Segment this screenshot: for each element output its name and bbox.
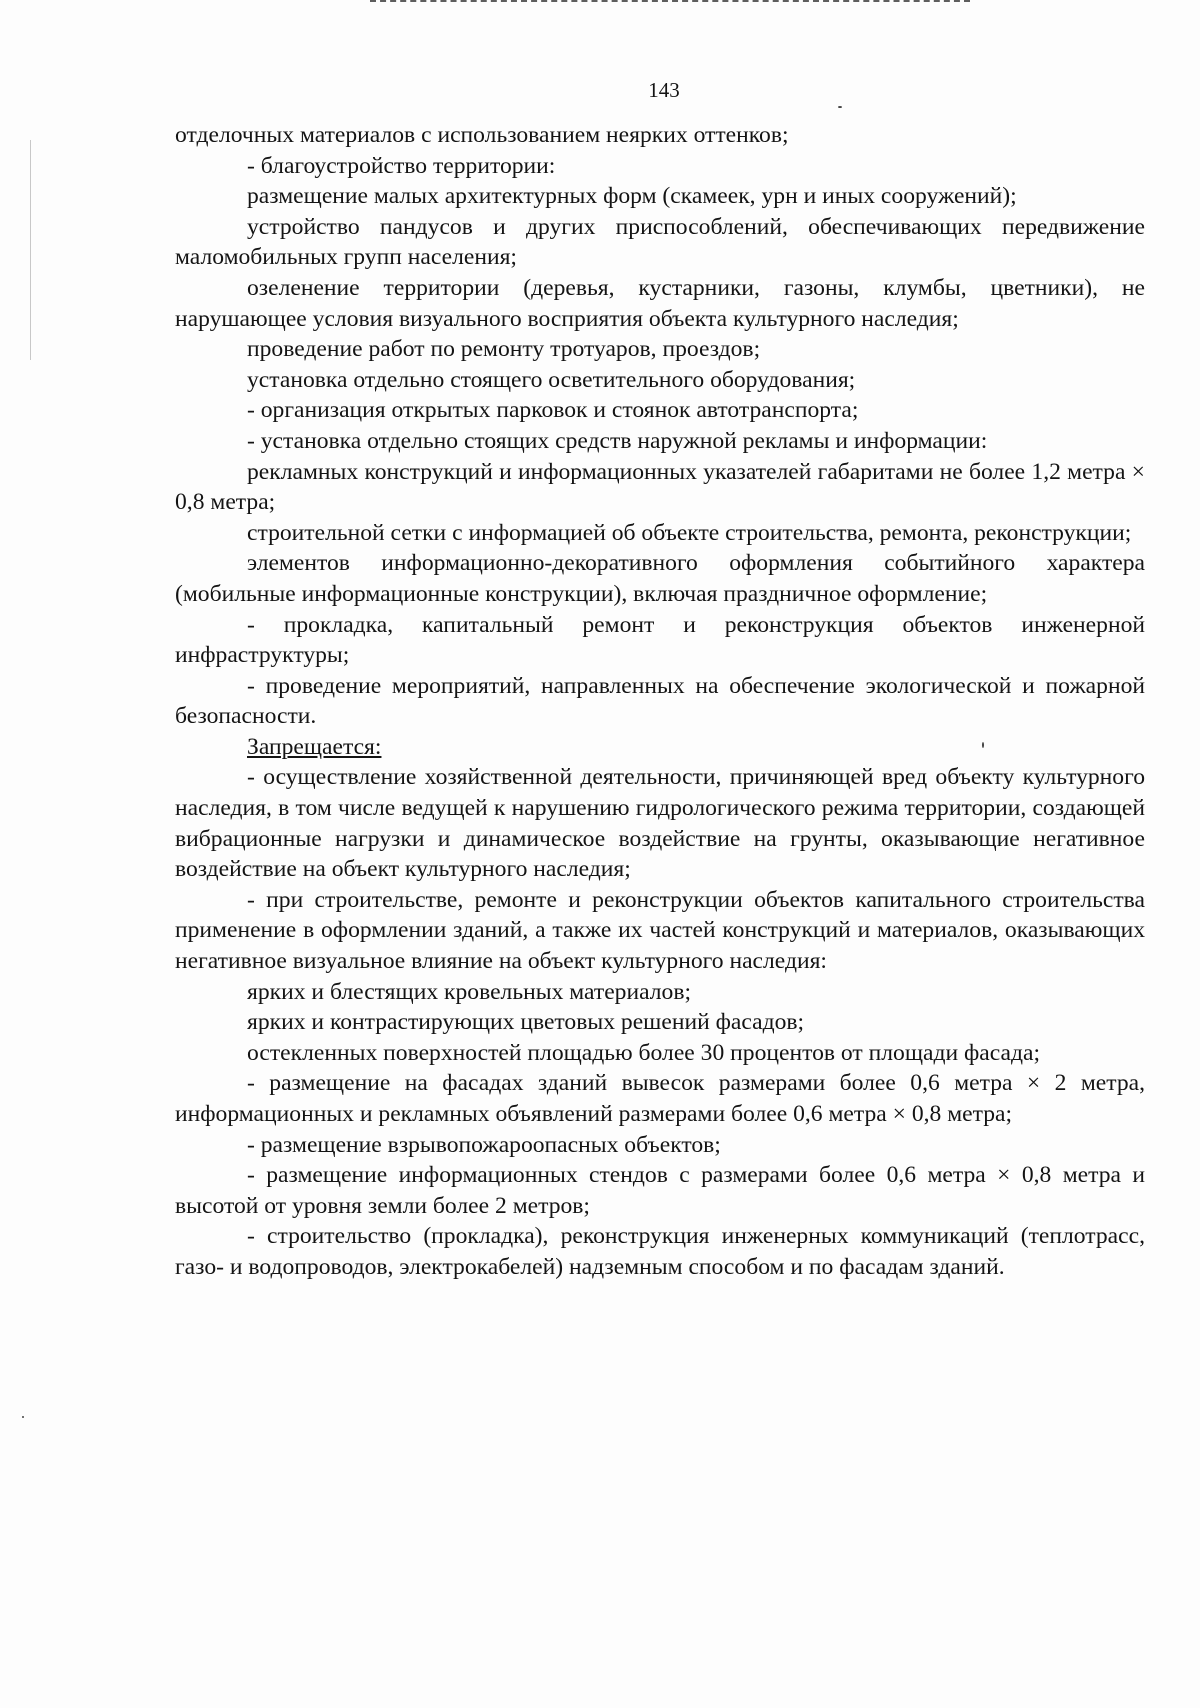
paragraph: размещение малых архитектурных форм (скамеек, урн и иных сооружений); [247, 183, 1017, 210]
section-heading-prohibited [175, 732, 1145, 763]
scan-speck [838, 106, 842, 108]
prohibited-label: Запрещается: [247, 733, 382, 760]
paragraph: - прокладка, капитальный ремонт и реконструкция объектов инженерной инфраструктуры; [175, 611, 1145, 669]
paragraph: элементов информационно-декоративного оформления событийного характера (мобильные информационные конструкции), включая праздничное оформление; [175, 550, 1145, 607]
paragraph: - размещение взрывопожароопасных объектов; [247, 1131, 721, 1158]
page-number: 143 [648, 78, 680, 102]
paragraph: устройство пандусов и других приспособлений, обеспечивающих передвижение маломобильных групп населения; [175, 213, 1145, 271]
scan-speck [22, 1416, 24, 1418]
paragraph: проведение работ по ремонту тротуаров, проездов; [247, 336, 761, 363]
paragraph: остекленных поверхностей площадью более 30 процентов от площади фасада; [247, 1039, 1041, 1066]
paragraph: - при строительстве, ремонте и реконструкции объектов капитального строительства применение в оформлении зданий, а также их частей конструкций и материалов, оказывающих негативное визуальное влияние на объект культурного наследия: [175, 886, 1145, 975]
paragraph: - организация открытых парковок и стоянок автотранспорта; [247, 397, 859, 424]
paragraph: - осуществление хозяйственной деятельности, причиняющей вред объекту культурного наследия, в том числе ведущей к нарушению гидрологического режима территории, создающей вибрационные нагрузки и динамическое воздействие на грунты, оказывающие негативное воздействие на объект культурного наследия; [175, 764, 1145, 883]
paragraph: - благоустройство территории: [247, 152, 556, 179]
scan-edge-line [30, 140, 31, 360]
paragraph: рекламных конструкций и информационных указателей габаритами не более 1,2 метра × 0,8 метра; [175, 458, 1145, 516]
paragraph: озеленение территории (деревья, кустарники, газоны, клумбы, цветники), не нарушающее условия визуального восприятия объекта культурного наследия; [175, 274, 1145, 332]
paragraph: - строительство (прокладка), реконструкция инженерных коммуникаций (теплотрасс, газо- и водопроводов, электрокабелей) надземным способом и по фасадам зданий. [175, 1223, 1145, 1280]
paragraph: установка отдельно стоящего осветительного оборудования; [247, 366, 856, 393]
paragraph: - размещение информационных стендов с размерами более 0,6 метра × 0,8 метра и высотой от уровня земли более 2 метров; [175, 1162, 1145, 1219]
paragraph: - размещение на фасадах зданий вывесок размерами более 0,6 метра × 2 метра, информационных и рекламных объявлений размерами более 0,6 метра × 0,8 метра; [175, 1070, 1145, 1127]
paragraph: - проведение мероприятий, направленных на обеспечение экологической и пожарной безопасности. [175, 672, 1145, 730]
document-body [175, 120, 1145, 1283]
scan-speck [982, 742, 984, 748]
paragraph: ярких и контрастирующих цветовых решений фасадов; [247, 1009, 805, 1036]
paragraph: ярких и блестящих кровельных материалов; [247, 978, 692, 1005]
paragraph: - установка отдельно стоящих средств наружной рекламы и информации: [247, 427, 988, 454]
scan-top-marks [370, 0, 970, 6]
paragraph: отделочных материалов с использованием неярких оттенков; [175, 122, 789, 148]
paragraph: строительной сетки с информацией об объекте строительства, ремонта, реконструкции; [247, 519, 1132, 546]
